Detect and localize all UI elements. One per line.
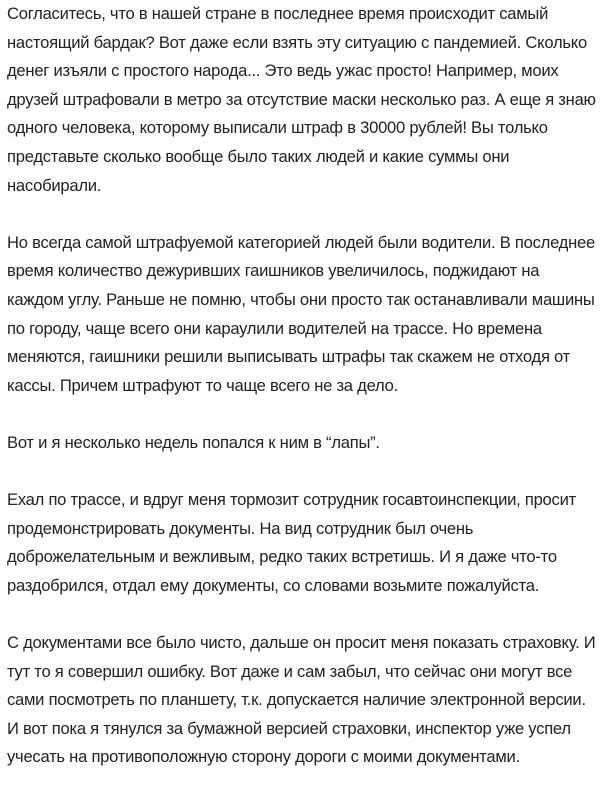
paragraph-caught: Вот и я несколько недель попался к ним в “лапы”.	[7, 432, 380, 452]
paragraph-drivers: Но всегда самой штрафуемой категорией людей были водители. В последнее время количество дежуривших гаишников увеличилось, поджидают на каждом углу. Раньше не помню, чтобы они просто так останавливали машины по городу, чаще всего они караулили водителей на трассе. Но времена меняются, гаишники решили выписывать штрафы так скажем не отходя от кассы. Причем штрафуют то чаще всего не за дело.	[7, 232, 595, 395]
paragraph-insurance: С документами все было чисто, дальше он просит меня показать страховку. И тут то я совершил ошибку. Вот даже и сам забыл, что сейчас они могут все сами посмотреть по планшету, т.к. допускается наличие электронной версии. И вот пока я тянулся за бумажной версией страховки, инспектор уже успел учесать на противоположную сторону дороги с моими документами.	[7, 633, 596, 767]
paragraph-stopped: Ехал по трассе, и вдруг меня тормозит сотрудник госавтоинспекции, просит продемонстрировать документы. На вид сотрудник был очень доброжелательным и вежливым, редко таких встретишь. И я даже что-то раздобрился, отдал ему документы, со словами возьмите пожалуйста.	[7, 490, 576, 595]
paragraph-intro: Согласитесь, что в нашей стране в последнее время происходит самый настоящий бардак? Вот даже если взять эту ситуацию с пандемией. Сколько денег изъяли с простого народа... Это ведь ужас просто! Например, моих друзей штрафовали в метро за отсутствие маски несколько раз. А еще я знаю одного человека, которому выписали штраф в 30000 рублей! Вы только представьте сколько вообще было таких людей и какие суммы они насобирали.	[7, 4, 596, 195]
